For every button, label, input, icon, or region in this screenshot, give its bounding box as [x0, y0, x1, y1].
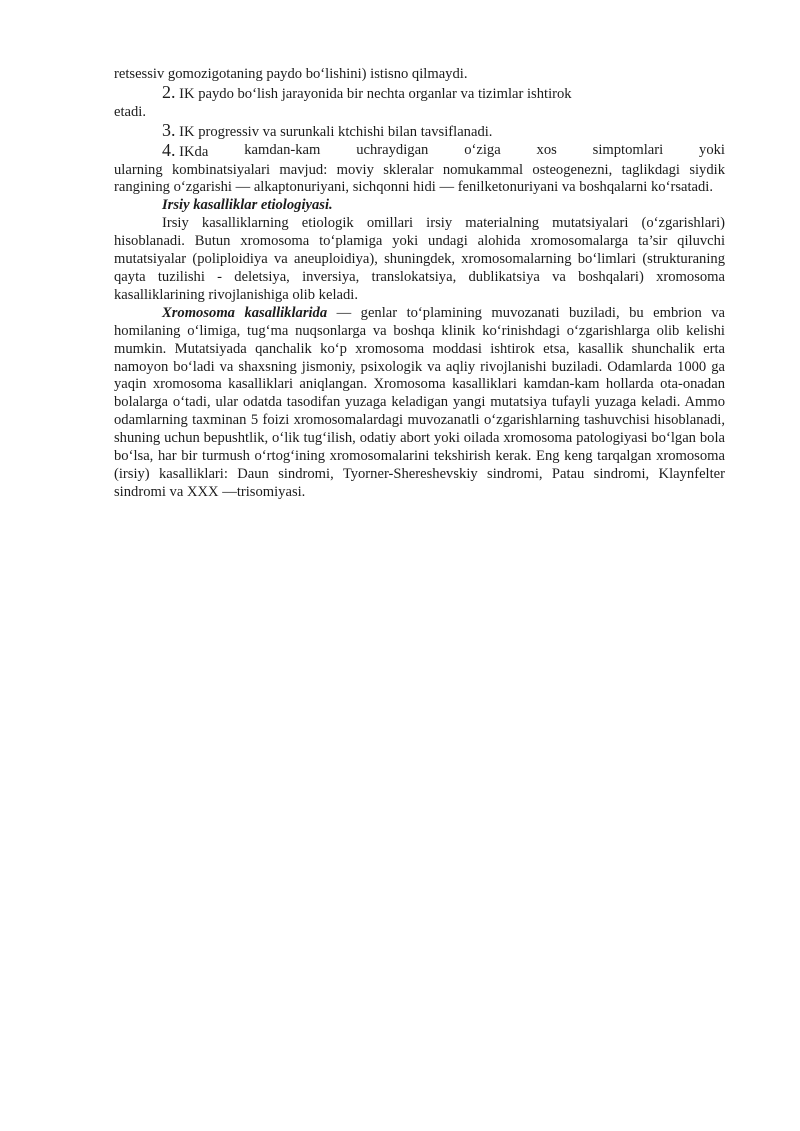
- term-lead: Xromosoma kasalliklarida: [162, 304, 328, 321]
- word: xos: [536, 141, 557, 158]
- word: simptomlari: [592, 141, 664, 158]
- paragraph-body: — genlar to‘plamining muvozanati buziladi, bu embrion va homilaning o‘limiga, tug‘ma nuqsonlarga va boshqa klinik ko‘rinishdagi o‘zgarishlarga olib kelishi mumkin. Mutatsiyada qanchalik ko‘p xromosoma moddasi ishtirok etsa, kasallik shunchalik erta namoyon bo‘ladi va shaxsning jismoniy, psixologik va aqliy rivojlanishi buziladi. Odamlarda 1000 ga yaqin xromosoma kasalliklari aniqlangan. Xromosoma kasalliklari kamdan-kam hollarda ota-onadan bolalarga o‘tadi, ular odatda tasodifan yuzaga keladigan yangi mutatsiya tufayli yuzaga keladi. Ammo odamlarning taxminan 5 foizi xromosomalardagi muvozanatli o‘zgarishlarning tashuvchisi hisoblanadi, shuning uchun bepushtlik, o‘lik tug‘ilish, odatiy abort yoki oilada xromosoma patologiyasi bo‘lgan bola bo‘lsa, har bir turmush o‘rtog‘ining xromosomalarini tekshirish kerak. Eng keng tarqalgan xromosoma (irsiy) kasalliklari: Daun sindromi, Tyorner-Shereshevskiy sindromi, Patau sindromi, Klaynfelter sindromi va XXX —trisomiyasi.: [114, 304, 725, 500]
- word: uchraydigan: [356, 141, 429, 158]
- word: IKda: [179, 143, 209, 160]
- list-item-4-start: [162, 139, 209, 162]
- list-item-3: [114, 119, 725, 142]
- word: o‘ziga: [464, 141, 501, 158]
- paragraph-chromosomal-diseases: [114, 305, 725, 502]
- list-item-2-continuation: etadi.: [114, 103, 147, 120]
- list-item-4-first-line: [114, 139, 725, 162]
- list-item-text: IK paydo bo‘lish jarayonida bir nechta organlar va tizimlar ishtirok: [175, 85, 572, 102]
- list-number: 4.: [162, 139, 176, 160]
- list-item-2: [114, 81, 725, 104]
- paragraph-continuation: retsessiv gomozigotaning paydo bo‘lishini) istisno qilmaydi.: [114, 66, 468, 82]
- list-item-text: IK progressiv va surunkali ktchishi bilan tavsiflanadi.: [175, 123, 493, 140]
- document-page: [114, 66, 725, 502]
- paragraph-etiology: Irsiy kasalliklarning etiologik omillari irsiy materialning mutatsiyalari (o‘zgarishlari) hisoblanadi. Butun xromosoma to‘plamiga yoki undagi alohida xromosomalarga ta’sir qiluvchi mutatsiyalar (poliploidiya va aneuploidiya), shuningdek, xromosomalarning bo‘limlari (strukturaning qayta tuzilishi - deletsiya, inversiya, translokatsiya, dublikatsiya va boshqalari) xromosoma kasalliklarining rivojlanishiga olib keladi.: [114, 215, 725, 303]
- list-number: 2.: [162, 81, 176, 102]
- section-heading: Irsiy kasalliklar etiologiyasi.: [162, 197, 333, 214]
- word: kamdan-kam: [244, 141, 321, 158]
- word: yoki: [699, 141, 725, 158]
- list-item-4-text: ularning kombinatsiyalari mavjud: moviy skleralar nomukammal osteogenezni, taglikdagi siydik rangining o‘zgarishi — alkaptonuriyani, sichqonni hidi — fenilketonuriyani va boshqalarni ko‘rsatadi.: [114, 161, 725, 196]
- list-number: 3.: [162, 119, 176, 140]
